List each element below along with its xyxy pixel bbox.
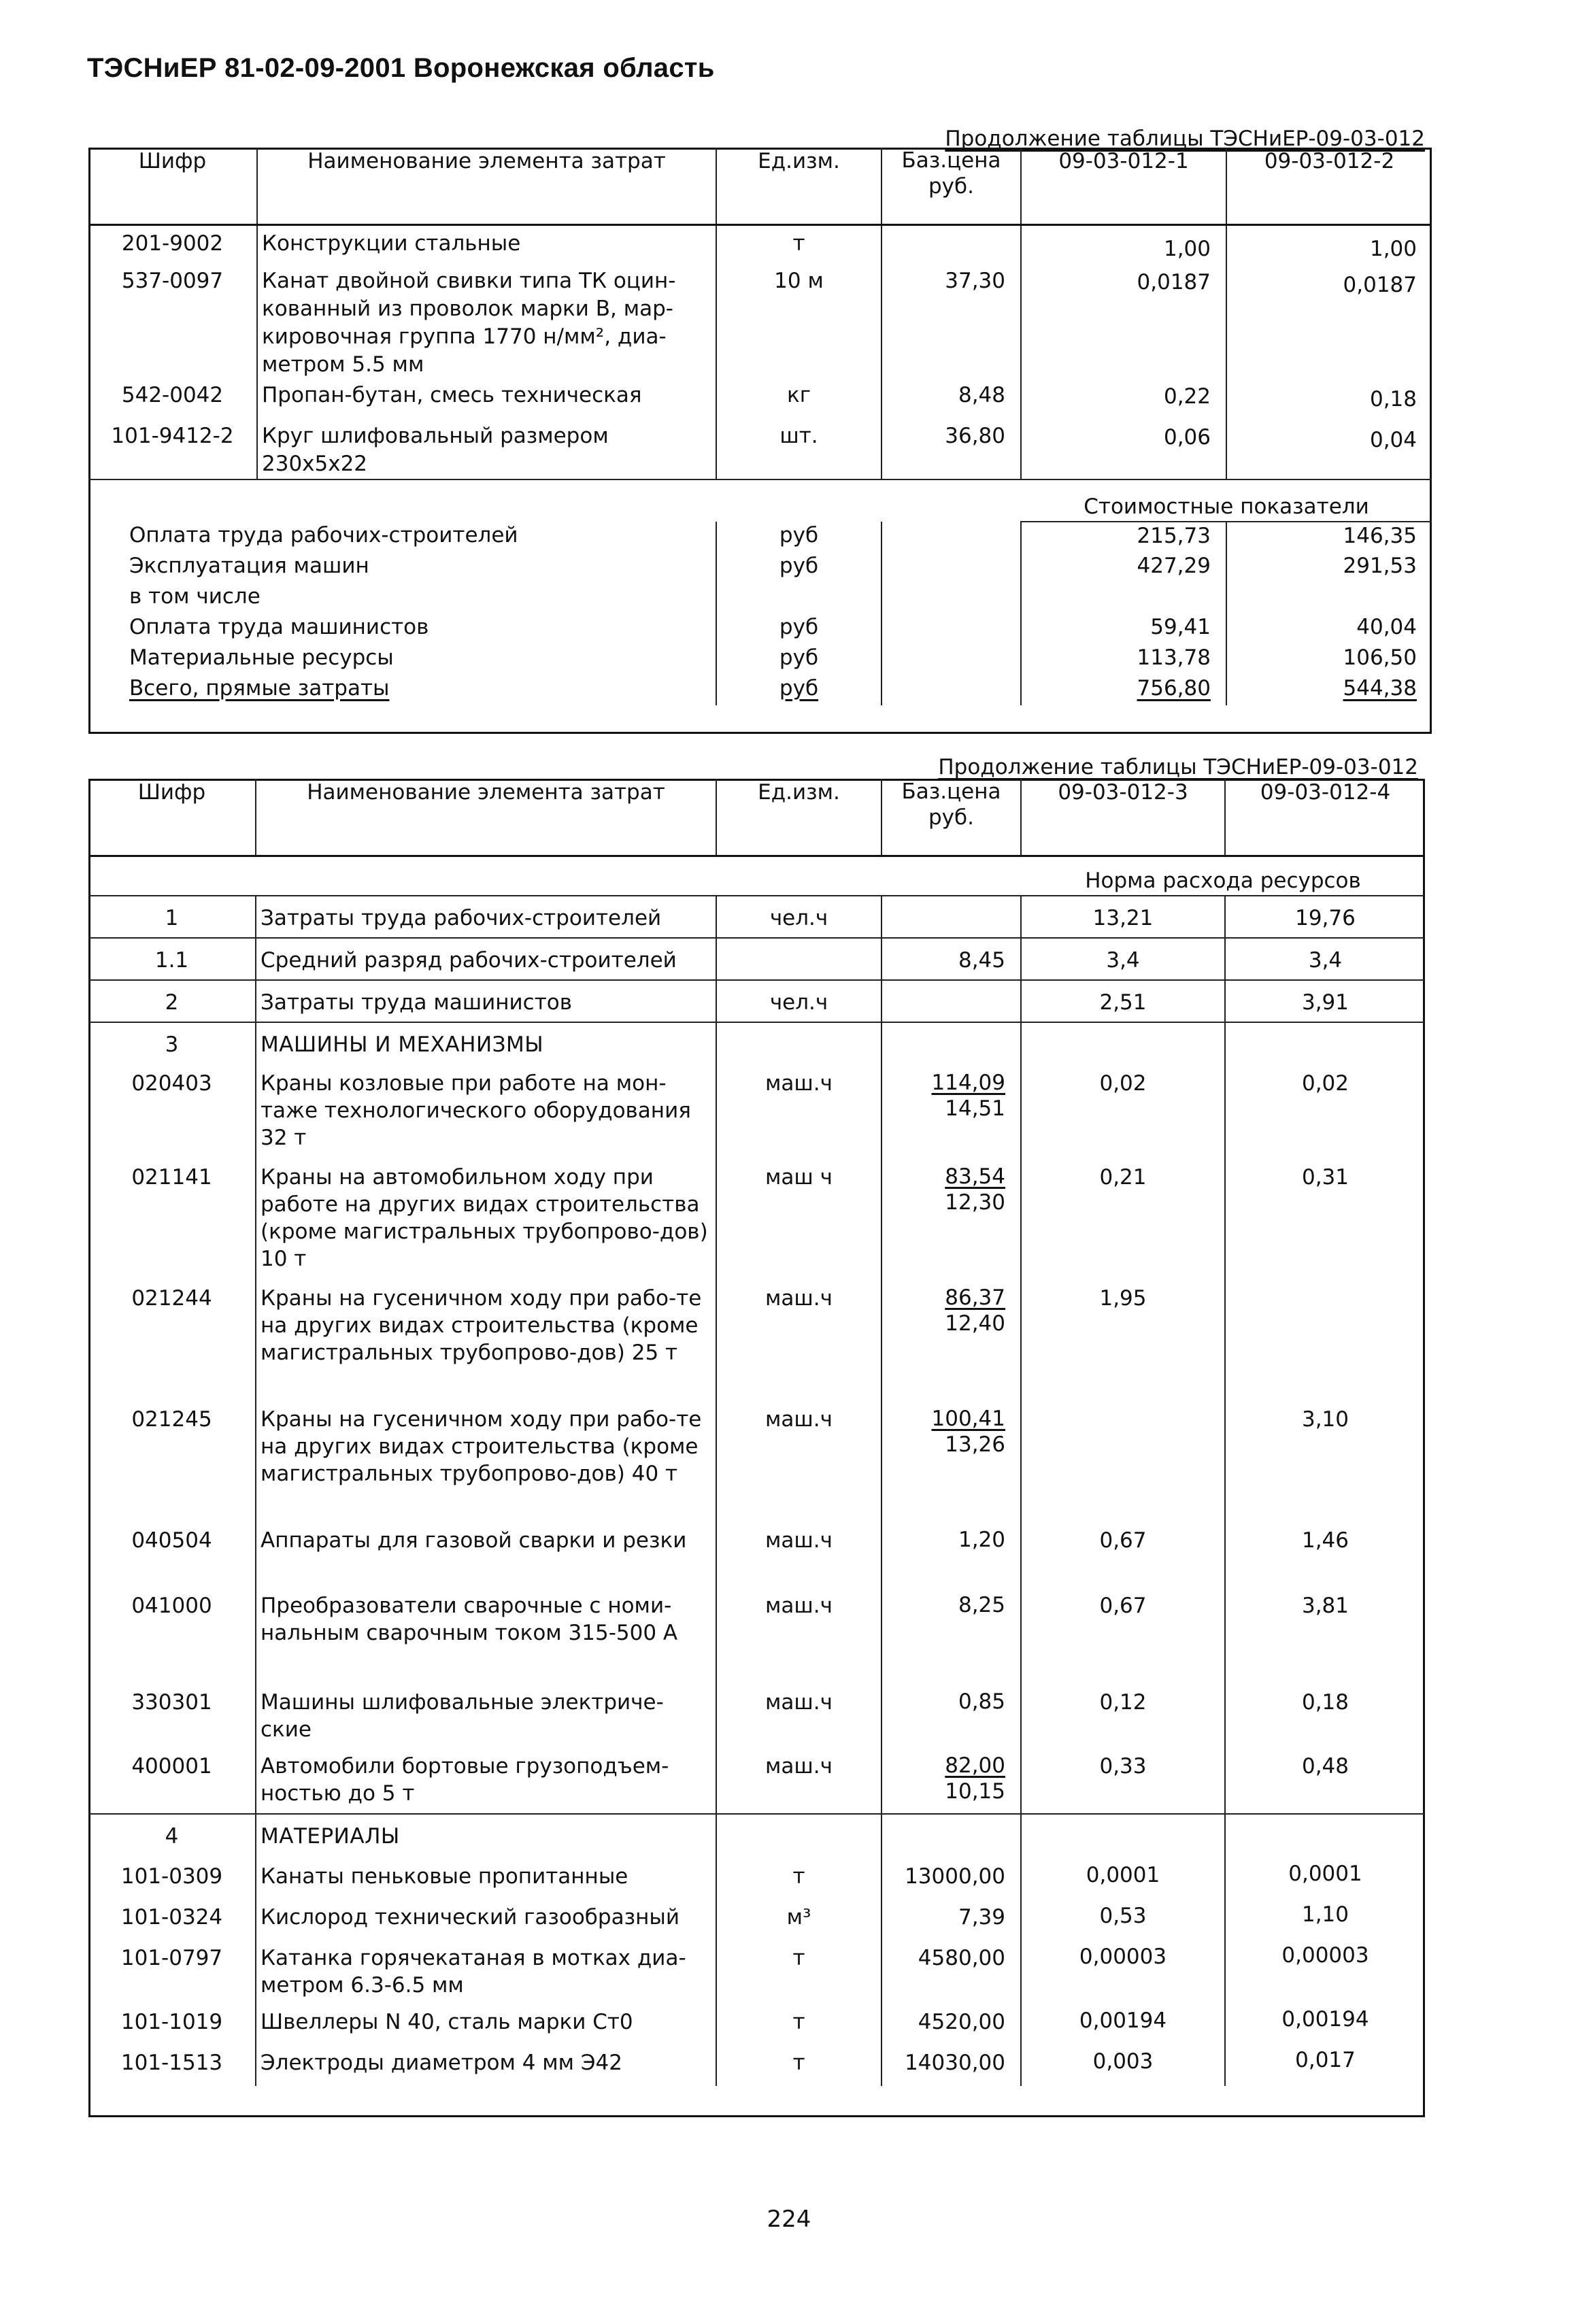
cost-name: Оплата труда рабочих-строителей [129,522,518,548]
header-col3: 09-03-012-3 [1021,779,1225,856]
cell-value-4: 0,18 [1225,1685,1425,1749]
cost-row [88,613,1432,644]
cell-unit: маш.ч [716,1281,882,1402]
header-price [882,148,1021,225]
cost-value-2: 146,35 [1226,522,1432,552]
cell-name: Аппараты для газовой сварки и резки [256,1523,716,1588]
cost-row [88,552,1432,583]
cell-price [882,980,1021,1022]
section-code: 4 [88,1814,256,1857]
cell-price: 37,30 [882,265,1021,379]
cost-value-2: 291,53 [1226,552,1432,583]
cell-value-4: 3,91 [1225,980,1425,1022]
header-name: Наименование элемента затрат [257,148,716,225]
cell-value-1: 1,00 [1021,225,1226,265]
cell-value-4: 0,00194 [1225,2003,1425,2044]
cell-value-3: 0,003 [1021,2044,1225,2086]
table-row [88,420,1432,479]
header-col4: 09-03-012-4 [1225,779,1425,856]
cell-unit: т [716,2003,882,2044]
table1 [88,148,1432,705]
machine-row [88,1685,1425,1749]
cell-name: Кислород технический газообразный [256,1898,716,1939]
cost-value-2 [1226,583,1432,613]
cell-code: 020403 [131,1071,212,1096]
price-fraction [945,1164,1005,1215]
cell-unit: маш ч [716,1160,882,1281]
material-row [88,1857,1425,1898]
header-unit: Ед.изм. [716,148,882,225]
cell-price: 4580,00 [882,1939,1021,2003]
cost-price [882,675,1021,705]
cell-code: 101-0324 [120,1904,223,1930]
cell-price: 14030,00 [882,2044,1021,2086]
cell-code: 101-0797 [120,1945,223,1970]
material-row [88,2003,1425,2044]
cell-value-3: 0,0001 [1021,1857,1225,1898]
cell-value-2: 1,00 [1226,225,1432,265]
cell-price: 36,80 [882,420,1021,479]
cell-value-4 [1225,1281,1425,1402]
machine-row [88,1402,1425,1523]
cell-value-4: 0,00003 [1225,1939,1425,2003]
cell-price: 13000,00 [882,1857,1021,1898]
cell-name: Краны на гусеничном ходу при рабо-те на других видах строительства (кроме магистральных трубопрово-дов) 25 т [256,1281,716,1402]
cell-value-3: 3,4 [1021,938,1225,980]
price-fraction [958,1527,1005,1553]
cell-value-3: 0,00194 [1021,2003,1225,2044]
cell-name: Краны козловые при работе на мон-таже технологического оборудования 32 т [256,1066,716,1160]
cell-name: Автомобили бортовые грузоподъем-ностью до 5 т [256,1749,716,1814]
header-price-text: Баз.цена руб. [901,779,1001,830]
cell-value-4: 3,4 [1225,938,1425,980]
cell-name: Краны на автомобильном ходу при работе на других видах строительства (кроме магистральных трубопрово-дов) 10 т [256,1160,716,1281]
page-number: 224 [767,2206,811,2233]
cost-price [882,644,1021,675]
cost-row [88,522,1432,552]
section-row [88,479,1432,522]
cell-price: 7,39 [882,1898,1021,1939]
price-numerator: 86,37 [945,1285,1005,1310]
cell-price [882,1160,1021,1281]
price-denominator: 14,51 [945,1096,1005,1121]
materials-section-row [88,1814,1425,1857]
cell-unit: чел.ч [716,896,882,938]
cell-name: Электроды диаметром 4 мм Э42 [256,2044,716,2086]
cell-value-3: 0,33 [1021,1749,1225,1814]
cell-value-1: 0,22 [1021,379,1226,420]
cell-value-3: 0,21 [1021,1160,1225,1281]
cell-price [882,1685,1021,1749]
cell-unit: т [716,225,882,265]
labor-row [88,980,1425,1022]
cell-value-3 [1021,1022,1225,1066]
cell-price [882,1022,1021,1066]
cell-name: Затраты труда рабочих-строителей [256,896,716,938]
price-numerator: 83,54 [945,1164,1005,1189]
cell-unit: шт. [716,420,882,479]
table2-header-row [88,779,1425,856]
section-row [88,856,1425,896]
cost-value-1: 756,80 [1021,675,1226,705]
cell-name: Швеллеры N 40, сталь марки Ст0 [256,2003,716,2044]
labor-row [88,938,1425,980]
cell-unit: маш.ч [716,1066,882,1160]
cell-value-4: 1,10 [1225,1898,1425,1939]
cost-name: в том числе [129,584,261,609]
cell-code: 1 [88,896,256,938]
cell-price: 4520,00 [882,2003,1021,2044]
table2-caption: Продолжение таблицы ТЭСНиЕР-09-03-012 [938,755,1418,779]
cell-value-4: 0,02 [1225,1066,1425,1160]
cell-price [882,1523,1021,1588]
cell-unit: т [716,1857,882,1898]
section-spacer [88,479,1021,522]
cell-code: 1.1 [88,938,256,980]
cell-value-3: 0,67 [1021,1523,1225,1588]
header-code: Шифр [88,779,256,856]
price-numerator: 82,00 [945,1753,1005,1778]
cell-unit [716,938,882,980]
cell-price [882,1402,1021,1523]
cell-code: 330301 [131,1689,212,1715]
cell-value-2: 0,18 [1226,379,1432,420]
price-fraction [958,1689,1005,1715]
cost-value-1: 113,78 [1021,644,1226,675]
cost-price [882,522,1021,552]
cell-code: 542-0042 [121,382,224,407]
cell-value-3: 0,12 [1021,1685,1225,1749]
cell-code: 101-9412-2 [111,423,234,448]
cell-price: 8,48 [882,379,1021,420]
cell-price [882,225,1021,265]
cell-value-4: 3,10 [1225,1402,1425,1523]
cell-unit: маш.ч [716,1588,882,1685]
table-row [88,225,1432,265]
cell-code: 101-0309 [120,1864,223,1889]
cost-value-2: 40,04 [1226,613,1432,644]
cell-value-2: 0,0187 [1226,265,1432,379]
header-price-text: Баз.цена руб. [901,148,1001,199]
cell-unit: 10 м [716,265,882,379]
cell-value-3: 0,02 [1021,1066,1225,1160]
machine-row [88,1160,1425,1281]
cell-code: 537-0097 [121,268,224,293]
cell-unit: маш.ч [716,1523,882,1588]
table-row [88,265,1432,379]
cell-name: Пропан-бутан, смесь техническая [257,379,716,420]
cell-value-3: 0,53 [1021,1898,1225,1939]
section-title: МАШИНЫ И МЕХАНИЗМЫ [256,1022,716,1066]
cell-code: 101-1513 [120,2050,223,2075]
cost-row [88,675,1432,705]
cell-value-4 [1225,1022,1425,1066]
document-title: ТЭСНиЕР 81-02-09-2001 Воронежская область [87,53,715,83]
cell-value-4: 0,48 [1225,1749,1425,1814]
cost-name: Эксплуатация машин [129,553,369,578]
cost-value-1 [1021,583,1226,613]
cell-name: Конструкции стальные [257,225,716,265]
cell-code: 400001 [131,1753,212,1779]
cost-row [88,644,1432,675]
cell-price [882,896,1021,938]
cell-unit: маш.ч [716,1749,882,1814]
cost-value-2: 544,38 [1226,675,1432,705]
section-title: МАТЕРИАЛЫ [256,1814,716,1857]
cost-name: Материальные ресурсы [129,645,394,670]
cell-code: 201-9002 [121,231,224,256]
cell-name: Краны на гусеничном ходу при рабо-те на других видах строительства (кроме магистральных трубопрово-дов) 40 т [256,1402,716,1523]
cell-price: 8,45 [882,938,1021,980]
cell-price [882,1749,1021,1814]
cell-unit: т [716,2044,882,2086]
price-denominator: 1,20 [958,1527,1005,1552]
cost-unit: руб [716,675,882,705]
cell-value-3: 0,67 [1021,1588,1225,1685]
cost-unit: руб [716,522,882,552]
cell-value-4: 1,46 [1225,1523,1425,1588]
machine-row [88,1749,1425,1814]
cell-code: 041000 [131,1593,212,1618]
cell-value-4: 0,0001 [1225,1857,1425,1898]
cell-value-3 [1021,1814,1225,1857]
cell-value-4: 0,017 [1225,2044,1425,2086]
table1-caption: Продолжение таблицы ТЭСНиЕР-09-03-012 [945,127,1425,151]
labor-row [88,896,1425,938]
header-price [882,779,1021,856]
cell-value-4 [1225,1814,1425,1857]
price-denominator: 0,85 [958,1689,1005,1714]
cell-value-3: 1,95 [1021,1281,1225,1402]
cell-value-4: 19,76 [1225,896,1425,938]
price-numerator: 114,09 [931,1070,1005,1095]
cell-unit [716,1022,882,1066]
cell-price [882,1814,1021,1857]
cell-price [882,1588,1021,1685]
cost-value-1: 427,29 [1021,552,1226,583]
cell-unit: чел.ч [716,980,882,1022]
price-denominator: 13,26 [945,1432,1005,1457]
cell-name: Преобразователи сварочные с номи-нальным сварочным током 315-500 А [256,1588,716,1685]
cost-price [882,583,1021,613]
price-fraction [945,1285,1005,1336]
cell-value-1: 0,06 [1021,420,1226,479]
section-label: Норма расхода ресурсов [1021,856,1425,896]
header-col2: 09-03-012-2 [1226,148,1432,225]
cost-row [88,583,1432,613]
machines-section-row [88,1022,1425,1066]
machine-row [88,1523,1425,1588]
cell-unit [716,1814,882,1857]
cell-name: Канаты пеньковые пропитанные [256,1857,716,1898]
machine-row [88,1066,1425,1160]
machine-row [88,1588,1425,1685]
cell-name: Машины шлифовальные электриче-ские [256,1685,716,1749]
cell-name: Канат двойной свивки типа ТК оцин-кованный из проволок марки В, мар-кировочная группа 1770 н/мм², диа-метром 5.5 мм [257,265,716,379]
table2 [88,779,1425,2086]
cell-unit: кг [716,379,882,420]
header-col1: 09-03-012-1 [1021,148,1226,225]
cost-price [882,552,1021,583]
cost-unit: руб [716,613,882,644]
cell-code: 021245 [131,1407,212,1432]
cell-value-3: 2,51 [1021,980,1225,1022]
section-code: 3 [88,1022,256,1066]
cell-name: Затраты труда машинистов [256,980,716,1022]
cost-value-2: 106,50 [1226,644,1432,675]
cell-unit: маш.ч [716,1402,882,1523]
cell-unit: маш.ч [716,1685,882,1749]
cost-name: Всего, прямые затраты [129,675,390,701]
material-row [88,1898,1425,1939]
price-fraction [945,1753,1005,1804]
cost-unit [716,583,882,613]
cell-code: 2 [88,980,256,1022]
section-spacer [88,856,1021,896]
cost-name: Оплата труда машинистов [129,614,429,639]
price-denominator: 10,15 [945,1779,1005,1804]
cell-code: 101-1019 [120,2009,223,2034]
cell-value-3: 0,00003 [1021,1939,1225,2003]
header-name: Наименование элемента затрат [256,779,716,856]
header-unit: Ед.изм. [716,779,882,856]
price-denominator: 12,40 [945,1311,1005,1336]
cell-name: Катанка горячекатаная в мотках диа-метром 6.3-6.5 мм [256,1939,716,2003]
cell-code: 021141 [131,1164,212,1190]
price-fraction [932,1070,1005,1122]
cost-value-1: 215,73 [1021,522,1226,552]
price-fraction [958,1592,1005,1618]
material-row [88,1939,1425,2003]
cell-value-3: 13,21 [1021,896,1225,938]
header-code: Шифр [88,148,257,225]
price-denominator: 12,30 [945,1190,1005,1215]
cell-price [882,1066,1021,1160]
cost-unit: руб [716,552,882,583]
cell-name: Круг шлифовальный размером 230x5x22 [257,420,716,479]
machine-row [88,1281,1425,1402]
price-numerator: 100,41 [931,1406,1005,1431]
cell-value-4: 0,31 [1225,1160,1425,1281]
cell-value-2: 0,04 [1226,420,1432,479]
price-fraction [932,1406,1005,1458]
cell-code: 040504 [131,1528,212,1553]
cell-value-4: 3,81 [1225,1588,1425,1685]
cell-value-3 [1021,1402,1225,1523]
cell-unit: т [716,1939,882,2003]
cell-price [882,1281,1021,1402]
cell-code: 021244 [131,1285,212,1311]
table1-header-row [88,148,1432,225]
cell-value-1: 0,0187 [1021,265,1226,379]
cost-price [882,613,1021,644]
table-row [88,379,1432,420]
cost-unit: руб [716,644,882,675]
material-row [88,2044,1425,2086]
section-label: Стоимостные показатели [1021,479,1432,522]
cell-unit: м³ [716,1898,882,1939]
price-denominator: 8,25 [958,1592,1005,1617]
cell-name: Средний разряд рабочих-строителей [256,938,716,980]
cost-value-1: 59,41 [1021,613,1226,644]
